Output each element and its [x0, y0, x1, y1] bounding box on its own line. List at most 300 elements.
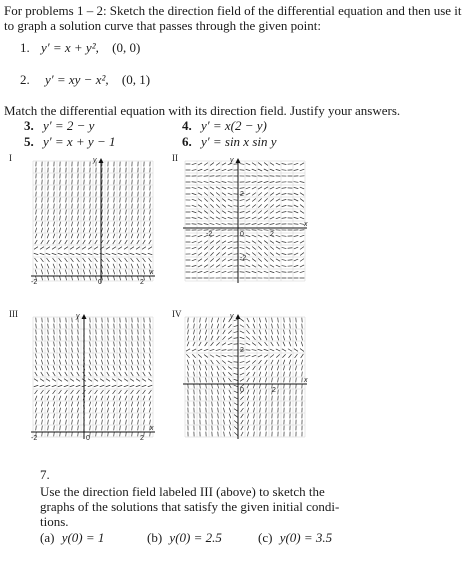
slope-mark	[241, 426, 243, 430]
slope-mark	[217, 330, 219, 334]
slope-mark	[84, 216, 85, 221]
slope-mark	[259, 372, 261, 377]
slope-mark	[65, 390, 68, 394]
slope-mark	[216, 181, 221, 182]
slope-mark	[188, 324, 189, 329]
slope-mark	[83, 264, 85, 268]
slope-mark	[89, 390, 92, 394]
slope-mark	[120, 348, 121, 353]
slope-mark	[120, 198, 121, 203]
slope-mark	[192, 253, 196, 255]
slope-mark	[113, 390, 116, 394]
slope-mark	[200, 372, 201, 377]
slope-mark	[126, 204, 127, 209]
slope-mark	[259, 330, 261, 334]
slope-mark	[95, 354, 96, 359]
slope-mark	[210, 192, 214, 195]
slope-mark	[53, 264, 55, 268]
slope-mark	[106, 253, 111, 255]
slope-mark	[149, 402, 150, 407]
slope-mark	[101, 372, 103, 376]
slope-mark	[224, 432, 225, 437]
slope-mark	[143, 228, 144, 233]
slope-mark	[65, 222, 66, 227]
slope-mark	[89, 402, 90, 407]
slope-mark	[241, 420, 243, 424]
slope-mark	[283, 360, 285, 365]
slope-mark	[276, 253, 280, 255]
slope-mark	[52, 379, 56, 382]
direction-field-iii	[28, 312, 158, 442]
slope-mark	[34, 253, 39, 255]
slope-mark	[48, 204, 49, 209]
slope-mark	[76, 379, 80, 382]
slope-mark	[118, 385, 123, 387]
slope-mark	[126, 210, 127, 215]
slope-mark	[222, 355, 227, 356]
slope-mark	[65, 360, 66, 365]
slope-mark	[277, 330, 278, 335]
slope-mark	[204, 169, 208, 171]
slope-mark	[136, 253, 141, 255]
slope-mark	[265, 330, 266, 335]
slope-mark	[247, 408, 248, 413]
slope-mark	[126, 216, 127, 221]
slope-mark	[258, 349, 263, 350]
slope-mark	[229, 420, 230, 425]
slope-mark	[270, 187, 274, 189]
slope-mark	[77, 270, 78, 275]
slope-mark	[240, 247, 245, 248]
slope-mark	[216, 258, 220, 261]
slope-mark	[198, 349, 202, 351]
slope-mark	[60, 204, 61, 209]
slope-mark	[96, 414, 97, 419]
slope-mark	[137, 366, 139, 370]
slope-mark	[60, 198, 61, 203]
slope-mark	[59, 264, 61, 268]
slope-mark	[144, 198, 145, 203]
slope-mark	[240, 402, 243, 406]
slope-mark	[149, 366, 151, 370]
slope-mark	[138, 210, 139, 215]
slope-mark	[66, 210, 67, 215]
slope-mark	[246, 241, 250, 243]
slope-mark	[89, 354, 90, 359]
slope-mark	[125, 360, 126, 365]
slope-mark	[210, 187, 214, 189]
slope-mark	[58, 253, 63, 255]
slope-mark	[266, 408, 267, 413]
slope-mark	[108, 348, 109, 353]
slope-mark	[276, 169, 281, 170]
slope-mark	[131, 222, 132, 227]
slope-mark	[125, 222, 126, 227]
slope-mark	[222, 235, 227, 237]
slope-mark	[66, 342, 67, 347]
slope-mark	[246, 355, 251, 356]
slope-mark	[211, 360, 214, 364]
slope-mark	[119, 264, 121, 268]
slope-mark	[138, 414, 139, 419]
slope-mark	[288, 254, 293, 255]
slope-mark	[222, 211, 226, 214]
slope-mark	[118, 247, 122, 250]
slope-mark	[272, 378, 273, 383]
slope-mark	[229, 432, 230, 437]
slope-mark	[222, 169, 227, 171]
slope-mark	[229, 402, 231, 406]
slope-mark	[192, 187, 197, 188]
problem-7-number: 7.	[40, 467, 50, 482]
slope-mark	[89, 258, 92, 262]
slope-mark	[294, 205, 298, 207]
slope-mark	[131, 264, 133, 268]
part-condition: y(0) = 2.5	[169, 530, 222, 545]
slope-mark	[78, 342, 79, 347]
slope-mark	[59, 366, 61, 370]
slope-mark	[66, 336, 67, 341]
slope-mark	[240, 379, 244, 382]
slope-mark	[106, 247, 110, 250]
slope-mark	[132, 348, 133, 353]
slope-mark	[246, 330, 249, 334]
x-tick-label: -2	[31, 279, 38, 286]
slope-mark	[149, 360, 150, 365]
slope-mark	[138, 204, 139, 209]
slope-mark	[186, 354, 189, 358]
slope-mark	[40, 385, 45, 387]
slope-mark	[102, 336, 103, 341]
slope-mark	[246, 253, 250, 255]
slope-mark	[143, 396, 145, 400]
slope-mark	[137, 258, 140, 262]
slope-mark	[131, 360, 132, 365]
item-equation: y′ = x(2 − y)	[201, 118, 267, 133]
slope-mark	[119, 402, 120, 407]
slope-mark	[54, 336, 55, 341]
slope-mark	[254, 408, 255, 413]
slope-mark	[95, 402, 96, 407]
slope-mark	[48, 330, 49, 335]
slope-mark	[252, 343, 256, 346]
slope-mark	[88, 253, 93, 255]
slope-mark	[206, 318, 207, 323]
slope-mark	[119, 222, 120, 227]
slope-mark	[78, 348, 79, 353]
slope-mark	[247, 372, 250, 376]
slope-mark	[47, 360, 48, 365]
slope-mark	[228, 187, 233, 188]
slope-mark	[112, 247, 116, 250]
slope-mark	[113, 366, 115, 370]
slope-mark	[35, 228, 36, 233]
slope-mark	[42, 336, 43, 341]
slope-mark	[96, 330, 97, 335]
slope-mark	[216, 211, 220, 214]
slope-mark	[132, 336, 133, 341]
slope-mark	[216, 223, 221, 224]
slope-mark	[240, 199, 245, 200]
slope-mark	[266, 318, 267, 323]
slope-mark	[234, 409, 238, 412]
slope-mark	[101, 408, 102, 413]
slope-mark	[276, 224, 281, 225]
slope-mark	[282, 170, 287, 171]
slope-mark	[59, 240, 61, 244]
slope-mark	[240, 242, 245, 243]
slope-mark	[204, 241, 208, 244]
slope-mark	[200, 318, 201, 323]
slope-mark	[217, 366, 219, 370]
slope-mark	[101, 228, 102, 233]
problem-7-line-3: tions.	[40, 514, 69, 529]
slope-mark	[114, 342, 115, 347]
slope-mark	[64, 253, 69, 255]
item-number: 4.	[182, 118, 192, 133]
slope-mark	[107, 228, 108, 233]
slope-mark	[120, 210, 121, 215]
slope-mark	[84, 210, 85, 215]
slope-mark	[54, 330, 55, 335]
y-axis-arrow	[236, 314, 241, 319]
slope-mark	[125, 270, 126, 275]
slope-mark	[246, 217, 251, 219]
slope-mark	[77, 264, 79, 268]
slope-mark	[108, 342, 109, 347]
slope-mark	[65, 240, 67, 244]
slope-mark	[95, 360, 96, 365]
slope-mark	[211, 366, 213, 370]
slope-mark	[125, 396, 127, 400]
slope-mark	[229, 378, 232, 382]
slope-mark	[107, 270, 108, 275]
slope-mark	[83, 258, 86, 262]
slope-mark	[149, 354, 150, 359]
slope-mark	[41, 366, 43, 370]
slope-mark	[89, 228, 90, 233]
slope-mark	[204, 223, 209, 224]
slope-mark	[89, 372, 91, 376]
slope-mark	[113, 240, 115, 244]
y-axis-arrow	[99, 158, 104, 163]
slope-mark	[217, 318, 218, 323]
slope-mark	[264, 355, 268, 358]
slope-mark	[259, 324, 260, 329]
slope-mark	[278, 324, 279, 329]
slope-mark	[229, 384, 232, 388]
slope-mark	[205, 372, 206, 377]
slope-mark	[252, 163, 256, 166]
slope-mark	[36, 198, 37, 203]
slope-mark	[82, 253, 87, 255]
slope-mark	[186, 349, 190, 351]
slope-mark	[270, 169, 274, 171]
slope-mark	[34, 247, 38, 250]
slope-mark	[47, 234, 49, 238]
intro-line-2: to graph a solution curve that passes through the given point:	[4, 18, 321, 33]
slope-mark	[210, 265, 214, 268]
slope-mark	[46, 253, 51, 255]
slope-mark	[88, 385, 93, 387]
slope-mark	[142, 253, 147, 255]
slope-mark	[216, 360, 219, 364]
slope-mark	[124, 253, 129, 255]
slope-mark	[131, 354, 132, 359]
slope-mark	[100, 253, 105, 255]
slope-mark	[296, 366, 297, 371]
slope-mark	[53, 354, 54, 359]
slope-mark	[72, 348, 73, 353]
slope-mark	[300, 253, 304, 256]
slope-mark	[120, 204, 121, 209]
slope-mark	[210, 355, 214, 357]
slope-mark	[83, 270, 84, 275]
slope-mark	[264, 169, 268, 171]
slope-mark	[77, 408, 78, 413]
slope-mark	[192, 265, 197, 266]
slope-mark	[294, 224, 299, 225]
slope-mark	[149, 240, 151, 244]
slope-mark	[137, 264, 139, 268]
slope-mark	[216, 204, 220, 207]
y-tick-label: -2	[240, 255, 247, 262]
slope-mark	[264, 241, 268, 244]
slope-mark	[143, 372, 145, 376]
slope-mark	[228, 199, 232, 201]
slope-mark	[294, 193, 298, 195]
slope-mark	[222, 241, 226, 243]
slope-mark	[277, 360, 279, 364]
slope-mark	[41, 354, 42, 359]
slope-mark	[150, 330, 151, 335]
slope-mark	[252, 181, 257, 182]
slope-mark	[198, 205, 202, 208]
slope-mark	[222, 182, 227, 183]
slope-mark	[199, 342, 201, 346]
slope-mark	[114, 216, 115, 221]
slope-mark	[200, 378, 201, 383]
slope-mark	[296, 372, 297, 377]
slope-mark	[102, 414, 103, 419]
slope-mark	[198, 253, 202, 256]
slope-mark	[131, 372, 133, 376]
slope-mark	[90, 414, 91, 419]
slope-mark	[300, 235, 305, 237]
y-tick-label: 2	[240, 191, 244, 198]
slope-mark	[48, 216, 49, 221]
direction-field-iv	[180, 312, 310, 442]
slope-mark	[222, 259, 226, 262]
slope-mark	[72, 198, 73, 203]
slope-mark	[300, 247, 304, 250]
slope-mark	[130, 379, 134, 382]
slope-mark	[254, 432, 255, 437]
slope-mark	[48, 342, 49, 347]
slope-mark	[276, 265, 280, 267]
slope-mark	[204, 211, 208, 214]
slope-mark	[294, 199, 298, 201]
slope-mark	[107, 240, 109, 244]
slope-mark	[234, 420, 238, 423]
slope-mark	[276, 163, 280, 165]
slope-mark	[193, 342, 195, 346]
slope-mark	[224, 408, 225, 413]
slope-mark	[210, 198, 213, 201]
slope-mark	[131, 396, 133, 400]
slope-mark	[150, 336, 151, 341]
problem-2	[20, 72, 150, 87]
slope-mark	[102, 420, 103, 425]
match-item-4	[182, 118, 267, 133]
slope-mark	[36, 342, 37, 347]
slope-mark	[113, 354, 114, 359]
slope-mark	[187, 336, 188, 341]
slope-mark	[302, 336, 303, 341]
slope-mark	[205, 330, 206, 335]
slope-mark	[290, 330, 291, 335]
slope-mark	[258, 217, 262, 219]
part-condition: y(0) = 3.5	[279, 530, 333, 545]
slope-mark	[210, 181, 215, 182]
field-label-iii: III	[9, 309, 18, 319]
slope-mark	[187, 342, 189, 346]
slope-mark	[198, 259, 202, 262]
slope-mark	[100, 385, 105, 387]
slope-mark	[276, 235, 281, 236]
slope-mark	[149, 390, 152, 394]
slope-mark	[72, 426, 73, 431]
slope-mark	[246, 265, 250, 267]
slope-mark	[198, 224, 203, 225]
slope-mark	[125, 402, 126, 407]
slope-mark	[246, 259, 250, 261]
slope-mark	[302, 366, 303, 371]
slope-mark	[270, 265, 274, 267]
slope-mark	[276, 193, 280, 195]
slope-mark	[59, 270, 60, 275]
slope-mark	[252, 271, 257, 272]
item-number: 6.	[182, 134, 192, 149]
slope-mark	[144, 342, 145, 347]
slope-mark	[138, 342, 139, 347]
slope-mark	[137, 354, 138, 359]
slope-mark	[120, 336, 121, 341]
slope-mark	[114, 204, 115, 209]
slope-mark	[240, 212, 245, 213]
slope-mark	[96, 204, 97, 209]
field-label-ii: II	[172, 153, 178, 163]
slope-mark	[138, 348, 139, 353]
slope-mark	[35, 222, 36, 227]
slope-mark	[264, 192, 268, 195]
slope-mark	[210, 342, 213, 346]
slope-mark	[282, 188, 287, 189]
slope-mark	[204, 204, 208, 207]
slope-mark	[228, 367, 232, 370]
slope-mark	[253, 324, 255, 328]
slope-mark	[198, 187, 202, 189]
x-axis-label: x	[304, 377, 308, 384]
slope-mark	[240, 218, 245, 219]
slope-mark	[77, 258, 80, 262]
problem-number: 1.	[20, 40, 30, 55]
problem-7-part-b	[147, 530, 222, 545]
slope-mark	[90, 330, 91, 335]
slope-mark	[246, 182, 251, 183]
slope-mark	[113, 396, 115, 400]
slope-mark	[296, 336, 297, 341]
